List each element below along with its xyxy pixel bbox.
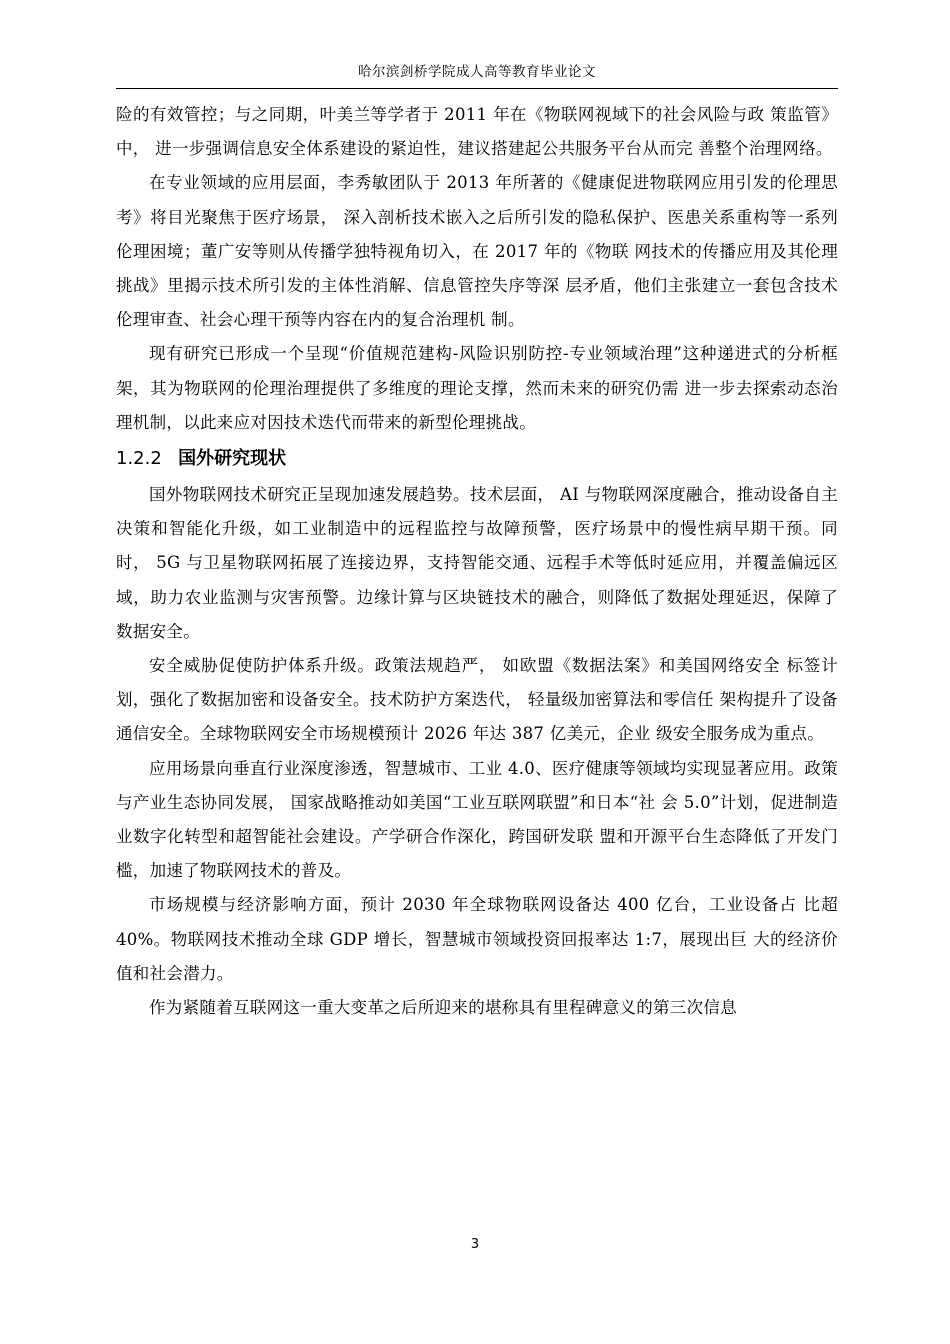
paragraph-continued: 险的有效管控；与之同期，叶美兰等学者于 2011 年在《物联网视域下的社会风险与政 策监管》中， 进一步强调信息安全体系建设的紧迫性，建议搭建起公共服务平台从而完 善整个治理网络。 xyxy=(116,105,838,159)
header-rule xyxy=(116,88,838,89)
paragraph-applications: 应用场景向垂直行业深度渗透，智慧城市、工业 4.0、医疗健康等领域均实现显著应用。政策与产业生态协同发展， 国家战略推动如美国“工业互联网联盟”和日本“社 会 5.0”计划，促进制造业数字化转型和超智能社会建设。产学研合作深化，跨国研发联 盟和开源平台生态降低了开发门槛，加速了物联网技术的普及。 xyxy=(116,758,838,881)
page-number: 3 xyxy=(470,1237,480,1252)
paragraph-research-framework: 现有研究已形成一个呈现“价值规范建构-风险识别防控-专业领域治理”这种递进式的分析框架，其为物联网的伦理治理提供了多维度的理论支撑，然而未来的研究仍需 进一步去探索动态治理机制，以此来应对因技术迭代而带来的新型伦理挑战。 xyxy=(116,344,838,432)
paragraph-final: 作为紧随着互联网这一重大变革之后所迎来的堪称具有里程碑意义的第三次信息 xyxy=(149,998,737,1018)
paragraph-professional-applications: 在专业领域的应用层面，李秀敏团队于 2013 年所著的《健康促进物联网应用引发的伦理思考》将目光聚焦于医疗场景， 深入剖析技术嵌入之后所引发的隐私保护、医患关系重构等一系列伦理困境；董广安等则从传播学独特视角切入，在 2017 年的《物联 网技术的传播应用及其伦理挑战》里揭示技术所引发的主体性消解、信息管控失序等深 层矛盾，他们主张建立一套包含技术伦理审查、社会心理干预等内容在内的复合治理机 制。 xyxy=(116,173,838,330)
body-content xyxy=(116,98,838,1025)
section-number: 1.2.2 xyxy=(116,448,162,470)
section-heading xyxy=(116,440,838,478)
paragraph-security: 安全威胁促使防护体系升级。政策法规趋严， 如欧盟《数据法案》和美国网络安全 标签计划，强化了数据加密和设备安全。技术防护方案迭代， 轻量级加密算法和零信任 架构提升了设备通信安全。全球物联网安全市场规模预计 2026 年达 387 亿美元，企业 级安全服务成为重点。 xyxy=(116,656,838,744)
section-title: 国外研究现状 xyxy=(178,448,287,470)
running-header: 哈尔滨剑桥学院成人高等教育毕业论文 xyxy=(358,64,596,80)
paragraph-market: 市场规模与经济影响方面，预计 2030 年全球物联网设备达 400 亿台，工业设备占 比超 40%。物联网技术推动全球 GDP 增长，智慧城市领域投资回报率达 1:7，展现出巨 大的经济价值和社会潜力。 xyxy=(116,895,838,983)
paragraph-technology-trends: 国外物联网技术研究正呈现加速发展趋势。技术层面， AI 与物联网深度融合，推动设备自主决策和智能化升级，如工业制造中的远程监控与故障预警，医疗场景中的慢性病早期干预。同时， 5G 与卫星物联网拓展了连接边界，支持智能交通、远程手术等低时延应用，并覆盖偏远区域，助力农业监测与灾害预警。边缘计算与区块链技术的融合，则降低了数据处理延迟，保障了数据安全。 xyxy=(116,485,838,641)
